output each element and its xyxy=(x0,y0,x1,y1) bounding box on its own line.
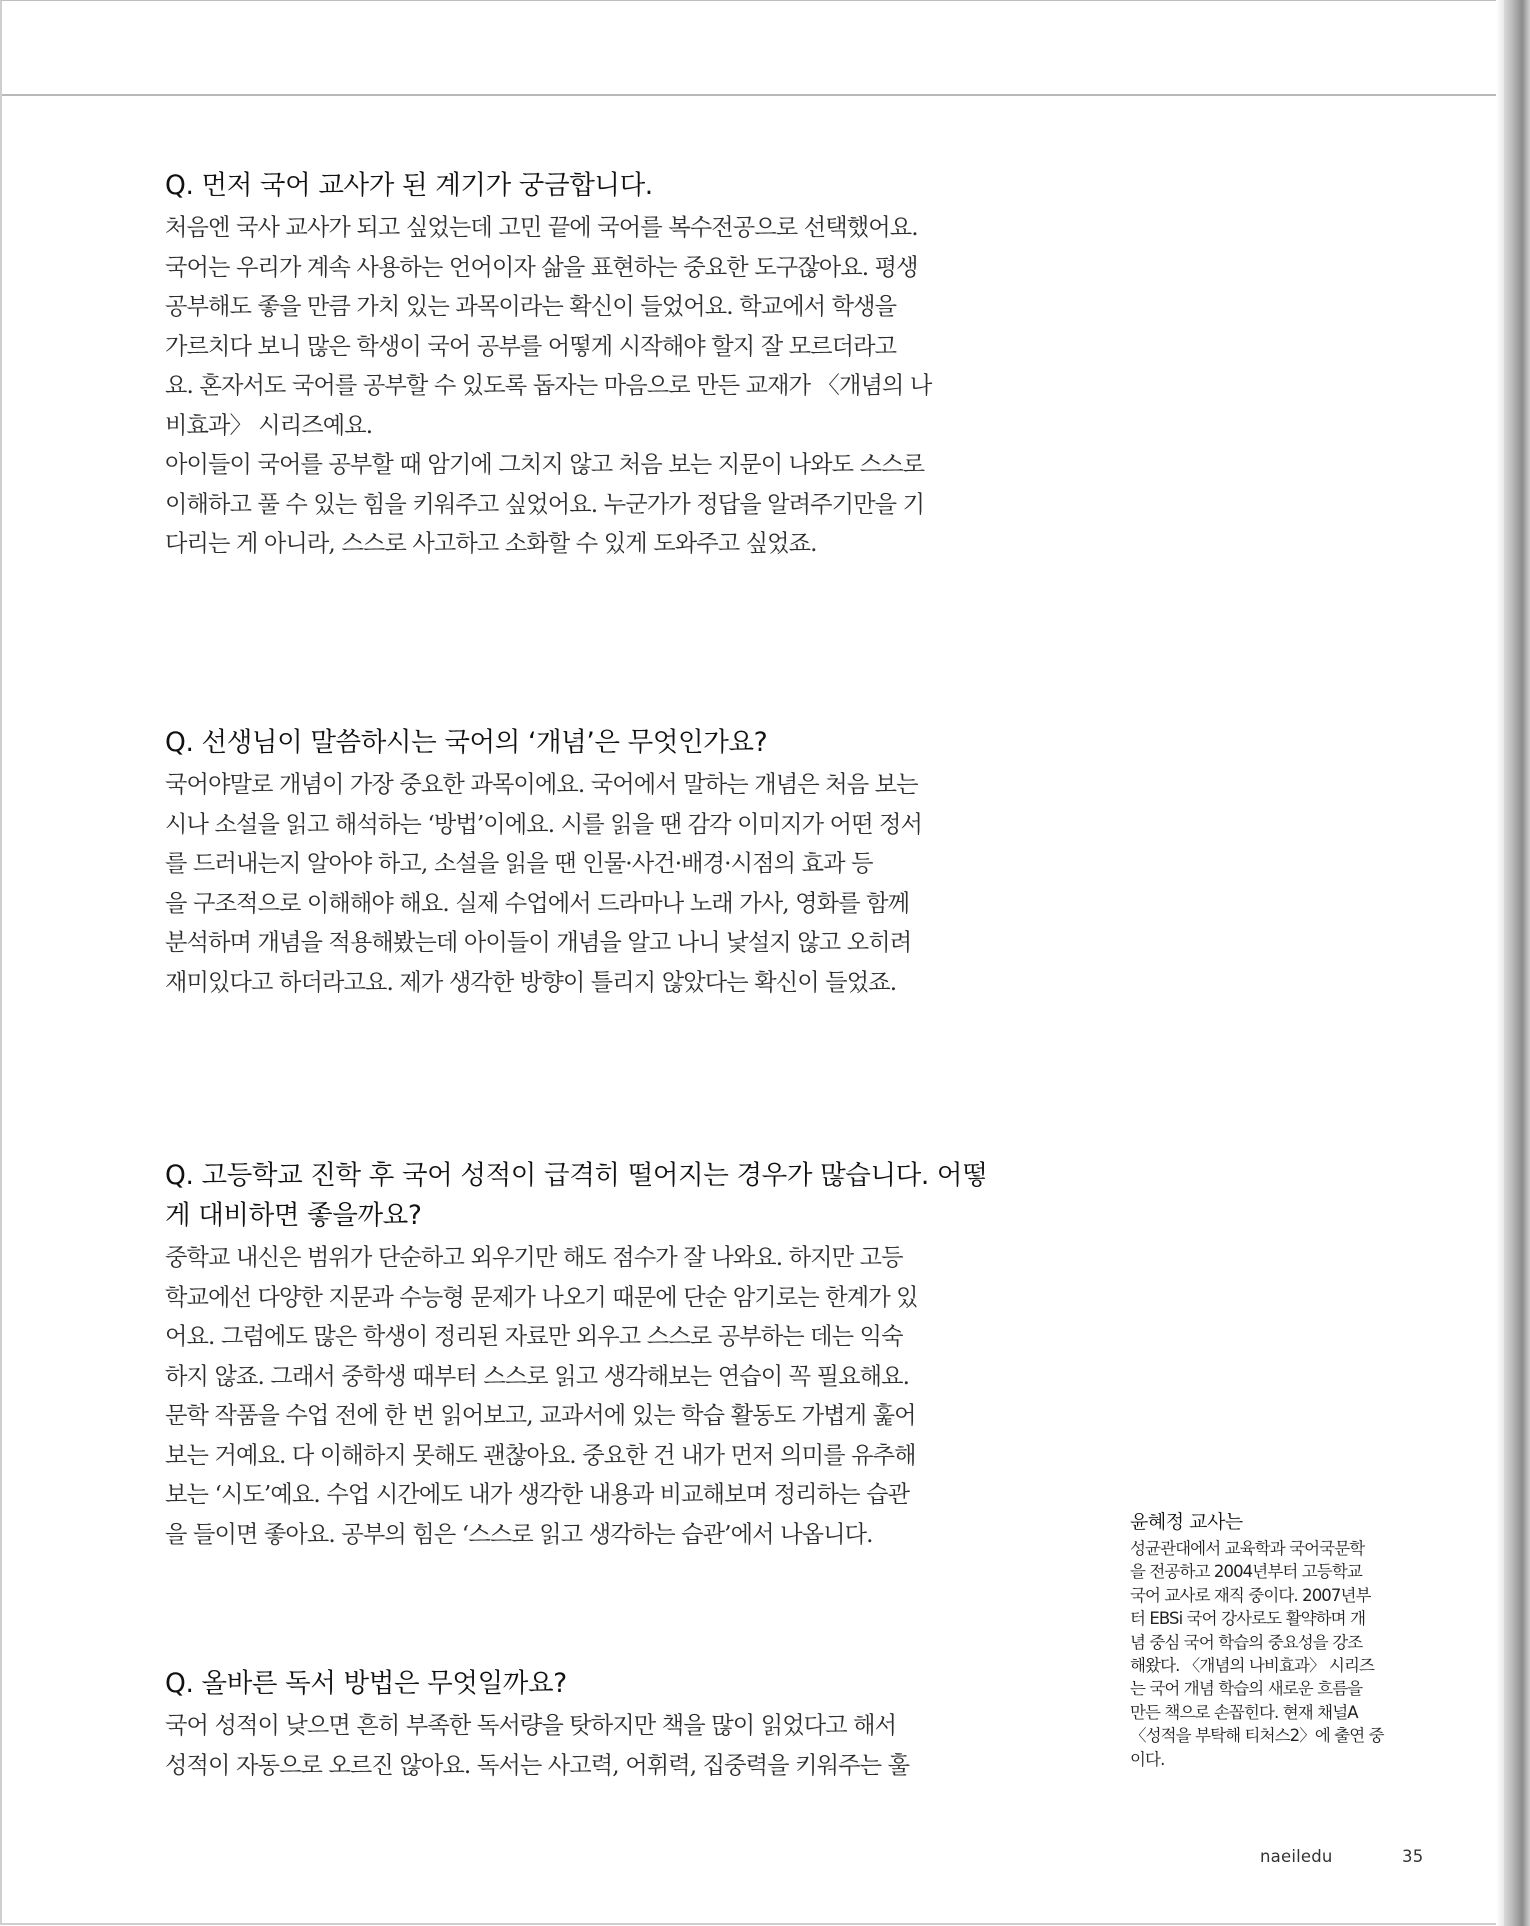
bio-line: 는 국어 개념 학습의 새로운 흐름을 xyxy=(1130,1679,1363,1699)
answer-line: 중학교 내신은 범위가 단순하고 외우기만 해도 점수가 잘 나와요. 하지만 고등 xyxy=(165,1244,903,1271)
answer-line: 학교에선 다양한 지문과 수능형 문제가 나오기 때문에 단순 암기로는 한계가 있 xyxy=(165,1283,918,1311)
answer-line: 처음엔 국사 교사가 되고 싶었는데 고민 끝에 국어를 복수전공으로 선택했어요. xyxy=(165,214,918,241)
page-edge-highlight xyxy=(1496,0,1504,1926)
answer-line: 공부해도 좋을 만큼 가치 있는 과목이라는 확신이 들었어요. 학교에서 학생을 xyxy=(165,293,897,320)
qa-section-4 xyxy=(165,1664,1050,1785)
answer-line: 재미있다고 하더라고요. 제가 생각한 방향이 틀리지 않았다는 확신이 들었죠. xyxy=(165,968,897,996)
answer-line: 가르치다 보니 많은 학생이 국어 공부를 어떻게 시작해야 할지 잘 모르더라고 xyxy=(165,332,897,360)
page-edge-shadow xyxy=(1504,0,1530,1926)
answer-line: 다리는 게 아니라, 스스로 사고하고 소화할 수 있게 도와주고 싶었죠. xyxy=(165,530,817,557)
answer-line: 국어 성적이 낮으면 흔히 부족한 독서량을 탓하지만 책을 많이 읽었다고 해서 xyxy=(165,1712,897,1739)
teacher-bio-sidebar xyxy=(1130,1509,1420,1771)
page-footer xyxy=(1260,1847,1424,1866)
footer-brand: naeiledu xyxy=(1260,1847,1333,1866)
answer-line: 하지 않죠. 그래서 중학생 때부터 스스로 읽고 생각해보는 연습이 꼭 필요해요. xyxy=(165,1362,910,1390)
answer-line: 을 구조적으로 이해해야 해요. 실제 수업에서 드라마나 노래 가사, 영화를 함께 xyxy=(165,889,910,917)
bio-line: 념 중심 국어 학습의 중요성을 강조 xyxy=(1130,1632,1363,1652)
bio-line: 국어 교사로 재직 중이다. 2007년부 xyxy=(1130,1585,1371,1605)
answer-line: 요. 혼자서도 국어를 공부할 수 있도록 돕자는 마음으로 만든 교재가 〈개념의 나 xyxy=(165,372,932,399)
qa-section-2 xyxy=(165,723,1050,1002)
qa-section-1 xyxy=(165,166,1050,564)
page-number: 35 xyxy=(1402,1847,1424,1866)
answer-line: 를 드러내는지 알아야 하고, 소설을 읽을 땐 인물·사건·배경·시점의 효과 등 xyxy=(165,850,873,877)
answer-line: 국어는 우리가 계속 사용하는 언어이자 삶을 표현하는 중요한 도구잖아요. 평생 xyxy=(165,253,918,281)
bio-line: 해왔다. 〈개념의 나비효과〉 시리즈 xyxy=(1130,1656,1375,1676)
answer-line: 어요. 그럼에도 많은 학생이 정리된 자료만 외우고 스스로 공부하는 데는 익숙 xyxy=(165,1323,903,1350)
question-heading xyxy=(165,1156,1050,1236)
answer-line: 을 들이면 좋아요. 공부의 힘은 ‘스스로 읽고 생각하는 습관’에서 나옵니다. xyxy=(165,1520,873,1548)
answer-paragraph xyxy=(165,208,1050,564)
answer-line: 분석하며 개념을 적용해봤는데 아이들이 개념을 알고 나니 낯설지 않고 오히려 xyxy=(165,929,912,956)
question-heading: Q. 올바른 독서 방법은 무엇일까요? xyxy=(165,1668,567,1699)
bio-line: 터 EBSi 국어 강사로도 활약하며 개 xyxy=(1130,1609,1366,1629)
bio-line: 성균관대에서 교육학과 국어국문학 xyxy=(1130,1539,1365,1558)
answer-line: 국어야말로 개념이 가장 중요한 과목이에요. 국어에서 말하는 개념은 처음 보는 xyxy=(165,771,918,798)
answer-line: 시나 소설을 읽고 해석하는 ‘방법’이에요. 시를 읽을 땐 감각 이미지가 어떤 정서 xyxy=(165,810,923,838)
answer-paragraph xyxy=(165,1238,1050,1554)
answer-line: 아이들이 국어를 공부할 때 암기에 그치지 않고 처음 보는 지문이 나와도 스스로 xyxy=(165,451,925,478)
answer-line: 문학 작품을 수업 전에 한 번 읽어보고, 교과서에 있는 학습 활동도 가볍게 훑어 xyxy=(165,1402,916,1429)
bio-title: 윤혜정 교사는 xyxy=(1130,1511,1243,1533)
question-heading: Q. 먼저 국어 교사가 된 계기가 궁금합니다. xyxy=(165,170,653,201)
answer-line: 비효과〉 시리즈예요. xyxy=(165,411,373,439)
bio-line: 〈성적을 부탁해 티처스2〉에 출연 중 xyxy=(1130,1726,1384,1746)
header-rule xyxy=(2,94,1508,96)
answer-line: 이해하고 풀 수 있는 힘을 키워주고 싶었어요. 누군가가 정답을 알려주기만을 기 xyxy=(165,490,925,518)
answer-paragraph xyxy=(165,1706,1050,1785)
answer-line: 성적이 자동으로 오르진 않아요. 독서는 사고력, 어휘력, 집중력을 키워주는 훌 xyxy=(165,1751,910,1779)
question-line: Q. 고등학교 진학 후 국어 성적이 급격히 떨어지는 경우가 많습니다. 어떻 xyxy=(165,1160,988,1191)
question-heading: Q. 선생님이 말씀하시는 국어의 ‘개념’은 무엇인가요? xyxy=(165,727,768,758)
answer-paragraph xyxy=(165,765,1050,1002)
bio-line: 만든 책으로 손꼽힌다. 현재 채널A xyxy=(1130,1702,1358,1722)
bio-line: 이다. xyxy=(1130,1749,1165,1769)
question-line: 게 대비하면 좋을까요? xyxy=(165,1200,422,1231)
bio-line: 을 전공하고 2004년부터 고등학교 xyxy=(1130,1562,1362,1582)
answer-line: 보는 ‘시도’예요. 수업 시간에도 내가 생각한 내용과 비교해보며 정리하는 습관 xyxy=(165,1481,910,1508)
qa-section-3 xyxy=(165,1156,1050,1554)
answer-line: 보는 거예요. 다 이해하지 못해도 괜찮아요. 중요한 건 내가 먼저 의미를 유추해 xyxy=(165,1441,916,1469)
